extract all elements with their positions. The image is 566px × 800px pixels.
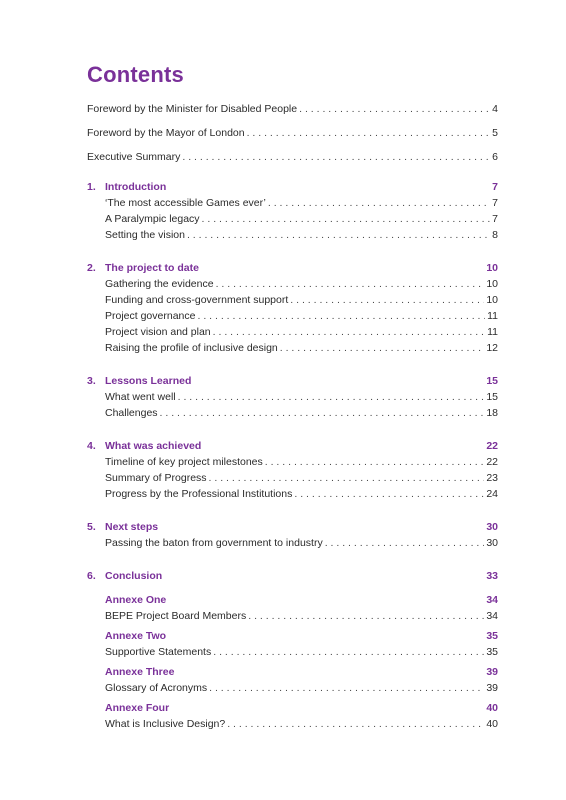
toc-entry-label: What is Inclusive Design? [105,718,226,730]
section-page: 22 [486,440,498,452]
toc-entry-page: 22 [486,456,498,468]
section-page: 39 [486,666,498,678]
toc-entry-label: Foreword by the Mayor of London [87,127,245,139]
dot-leader [325,535,485,551]
dot-leader [248,608,484,624]
toc-entry-page: 6 [492,151,498,163]
toc-entry-label: Setting the vision [105,229,185,241]
section-page: 10 [486,262,498,274]
toc-entry[interactable] [105,227,498,243]
toc-entry-label: Project governance [105,310,196,322]
section-page: 7 [492,181,498,193]
section-heading[interactable] [105,179,498,195]
toc-entry-page: 35 [486,646,498,658]
page-title: Contents [87,62,184,87]
section-heading[interactable] [105,628,498,644]
toc-entry-label: Foreword by the Minister for Disabled People [87,103,298,115]
toc-entry-label: Gathering the evidence [105,278,214,290]
dot-leader [290,292,484,308]
section-title: Conclusion [105,570,163,582]
dot-leader [197,308,485,324]
dot-leader [178,389,485,405]
section-heading[interactable] [105,260,498,276]
toc-entry[interactable] [105,292,498,308]
toc-entry-label: Progress by the Professional Institutions [105,488,293,500]
section-number: 6. [87,570,96,582]
toc-entry[interactable] [105,195,498,211]
toc-entry[interactable] [105,470,498,486]
section-heading[interactable] [105,438,498,454]
section-title: The project to date [105,262,199,274]
dot-leader [213,324,485,340]
section-number: 2. [87,262,96,274]
toc-entry-page: 4 [492,103,498,115]
toc-entry-page: 30 [486,537,498,549]
toc-entry-label: Funding and cross-government support [105,294,289,306]
toc-entry[interactable] [87,125,498,141]
section-heading[interactable] [105,519,498,535]
toc-entry-page: 7 [492,213,498,225]
section-number: 4. [87,440,96,452]
toc-entry-label: BEPE Project Board Members [105,610,247,622]
dot-leader [265,454,485,470]
toc-entry-page: 39 [486,682,498,694]
toc-entry[interactable] [105,680,498,696]
dot-leader [247,125,491,141]
toc-entry-label: Supportive Statements [105,646,212,658]
dot-leader [294,486,484,502]
toc-entry-page: 10 [486,278,498,290]
toc-entry-label: Project vision and plan [105,326,211,338]
section-heading[interactable] [105,568,498,584]
toc-entry-page: 23 [486,472,498,484]
toc-entry[interactable] [105,308,498,324]
section-page: 34 [486,594,498,606]
section-heading[interactable] [105,373,498,389]
toc-entry-label: Executive Summary [87,151,181,163]
section-number: 1. [87,181,96,193]
dot-leader [213,644,484,660]
dot-leader [280,340,485,356]
dot-leader [216,276,485,292]
dot-leader [202,211,491,227]
section-title: Introduction [105,181,167,193]
toc-entry-page: 10 [486,294,498,306]
toc-entry[interactable] [105,211,498,227]
section-title: Annexe Two [105,630,167,642]
section-title: Annexe Four [105,702,170,714]
section-title: Annexe One [105,594,167,606]
toc-entry-page: 40 [486,718,498,730]
toc-entry[interactable] [105,716,498,732]
section-heading[interactable] [105,664,498,680]
section-page: 15 [486,375,498,387]
section-page: 35 [486,630,498,642]
dot-leader [182,149,490,165]
toc-entry[interactable] [105,389,498,405]
toc-entry-label: What went well [105,391,176,403]
section-heading[interactable] [105,700,498,716]
section-title: Lessons Learned [105,375,192,387]
toc-entry[interactable] [105,405,498,421]
toc-entry-page: 24 [486,488,498,500]
toc-entry-page: 11 [487,310,498,322]
dot-leader [299,101,490,117]
section-title: Annexe Three [105,666,175,678]
toc-entry[interactable] [105,276,498,292]
toc-entry[interactable] [87,149,498,165]
toc-entry[interactable] [105,324,498,340]
toc-entry-label: ‘The most accessible Games ever’ [105,197,266,209]
section-number: 3. [87,375,96,387]
toc-entry-label: Glossary of Acronyms [105,682,208,694]
dot-leader [268,195,490,211]
toc-entry-page: 12 [486,342,498,354]
toc-entry-page: 15 [486,391,498,403]
dot-leader [187,227,490,243]
toc-entry-label: Summary of Progress [105,472,207,484]
section-page: 40 [486,702,498,714]
dot-leader [209,470,485,486]
toc-entry[interactable] [105,535,498,551]
toc-entry-page: 8 [492,229,498,241]
toc-entry-label: Raising the profile of inclusive design [105,342,278,354]
toc-entry-page: 5 [492,127,498,139]
toc-entry[interactable] [105,644,498,660]
dot-leader [160,405,485,421]
toc-entry-label: A Paralympic legacy [105,213,200,225]
dot-leader [209,680,484,696]
toc-entry-page: 11 [487,326,498,338]
toc-entry[interactable] [105,454,498,470]
section-title: What was achieved [105,440,202,452]
section-heading[interactable] [105,592,498,608]
toc-entry[interactable] [105,608,498,624]
section-page: 33 [486,570,498,582]
toc-entry-label: Challenges [105,407,158,419]
dot-leader [227,716,484,732]
toc-entry-label: Timeline of key project milestones [105,456,263,468]
toc-entry[interactable] [105,340,498,356]
toc-entry-label: Passing the baton from government to industry [105,537,323,549]
section-title: Next steps [105,521,159,533]
toc-entry[interactable] [87,101,498,117]
section-number: 5. [87,521,96,533]
toc-entry[interactable] [105,486,498,502]
toc-entry-page: 18 [486,407,498,419]
section-page: 30 [486,521,498,533]
toc-entry-page: 34 [486,610,498,622]
toc-entry-page: 7 [492,197,498,209]
